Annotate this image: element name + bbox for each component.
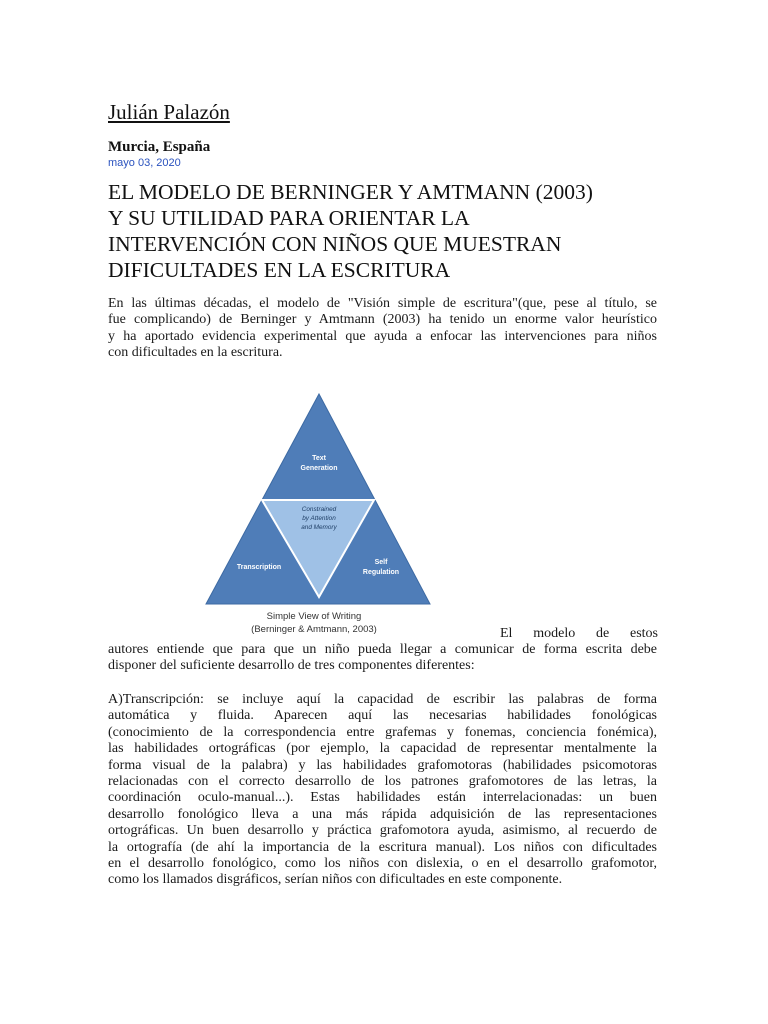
title-line: Y SU UTILIDAD PARA ORIENTAR LA [108,206,470,230]
paragraph-line: con dificultades en la escritura. [108,345,283,361]
paragraph-line: ortográficas. Un buen desarrollo y práctica grafomotora ayuda, asimismo, al recuerdo de [108,823,657,839]
paragraph-line: automática y fluida. Aparecen aquí las necesarias habilidades fonológicas [108,708,657,724]
paragraph-line: (conocimiento de la correspondencia entre grafemas y fonemas, conciencia fonémica), [108,724,657,740]
intro-paragraph [108,296,657,362]
simple-view-of-writing-figure [203,388,439,640]
caption-line: Simple View of Writing [266,611,362,622]
author-location: Murcia, España [108,139,211,155]
paragraph-line: autores entiende que para que un niño pueda llegar a comunicar de forma escrita debe [108,642,657,657]
paragraph-line: En las últimas décadas, el modelo de "Visión simple de escritura"(que, pese al título, se [108,296,657,311]
title-line: EL MODELO DE BERNINGER Y AMTMANN (2003) [108,180,593,204]
paragraph-line: forma visual de la palabra) y las habilidades grafomotoras (habilidades psicomotoras [108,757,657,773]
triangle-diagram [203,388,439,610]
paragraph-line: las habilidades ortográficas (por ejemplo, la capacidad de representar mentalmente la [108,741,657,757]
label-constrained: Constrained [301,506,337,513]
transcription-paragraph [108,692,657,889]
paragraph-line: desarrollo fonológico lleva a una más rápida adquisición de las representaciones [108,806,657,822]
paragraph-line: la ortografía (de ahí la importancia de la escritura manual). Los niños con dificultades [108,839,657,855]
figure-caption [203,610,425,636]
label-text-generation: Text [312,455,326,462]
article-title [108,179,668,283]
label-self-regulation: Regulation [362,569,400,576]
paragraph-line: disponer del suficiente desarrollo de tres componentes diferentes: [108,658,475,674]
paragraph-line: y ha aportado evidencia experimental que ayuda a enfocar las intervenciones para niños [108,328,657,344]
paragraph-line: coordinación oculo-manual...). Estas habilidades están interrelacionadas: un buen [108,790,657,806]
label-transcription: Transcription [236,564,282,571]
title-line: DIFICULTADES EN LA ESCRITURA [108,258,451,282]
label-text-generation: Generation [300,465,338,472]
label-self-regulation: Self [374,559,388,566]
author-name: Julián Palazón [108,100,230,124]
label-constrained: by Attention [302,515,336,522]
title-line: INTERVENCIÓN CON NIÑOS QUE MUESTRAN [108,232,562,256]
model-paragraph [108,642,657,675]
paragraph-line: A)Transcripción: se incluye aquí la capacidad de escribir las palabras de forma [108,692,657,707]
caption-line: (Berninger & Amtmann, 2003) [251,624,377,635]
paragraph-line: relacionadas con el correcto desarrollo de los patrones grafomotores de las letras, la [108,774,657,790]
paragraph-line: en el desarrollo fonológico, como los niños con dislexia, o en el desarrollo grafomotor, [108,856,657,872]
paragraph-line: fue complicando) de Berninger y Amtmann (2003) ha tenido un enorme valor heurístico [108,312,657,328]
post-date: mayo 03, 2020 [108,157,181,169]
paragraph-line: como los llamados disgráficos, serían niños con dificultades en este componente. [108,872,563,888]
label-constrained: and Memory [301,524,337,531]
model-paragraph-start: El modelo de estos [500,626,658,641]
